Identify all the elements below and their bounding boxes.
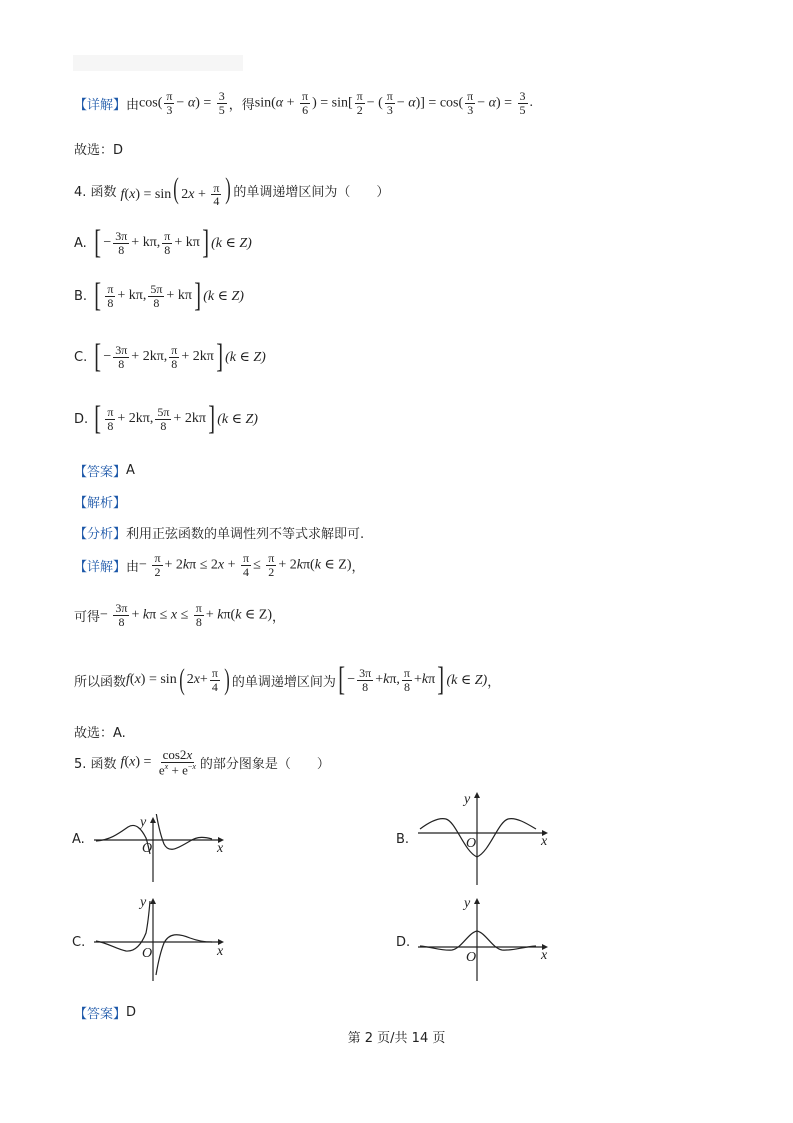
graph-label-b: B.: [396, 832, 410, 847]
page-footer: 第 2 页/共 14 页: [347, 1031, 446, 1046]
q4-choose: 故选：A.: [74, 726, 126, 741]
option-label: D.: [74, 411, 89, 427]
q4-detail: [74, 552, 365, 578]
q4-option-a: [74, 226, 252, 260]
graph-label-c: C.: [72, 935, 86, 950]
q4-option-d: [74, 402, 258, 436]
detail-text: 由: [126, 559, 140, 575]
q4-stem: [74, 174, 389, 208]
origin-label: O: [466, 950, 477, 965]
suoyi-text: 所以函数: [74, 674, 127, 690]
q5-suffix: 的部分图象是（ ）: [199, 756, 330, 772]
kede-text: 可得: [74, 609, 101, 625]
q4-suoyi: [74, 663, 500, 697]
q4-kede: [74, 602, 285, 628]
option-formula: [ $\frac{\pi}{8}$ + kπ, $\frac{5\pi}{8}$ + kπ ] (k ∈ Z): [94, 277, 244, 314]
curve-right: [156, 814, 212, 849]
y-label: y: [140, 815, 147, 830]
q5-prefix: 5. 函数: [74, 756, 117, 772]
q4-function: f(x) = sin( 2x + $\frac{\pi}{4}$ ): [120, 172, 232, 209]
q4-option-c: [74, 340, 266, 374]
formula-sin: sin(α + $\frac{\pi}{6}$ ) = sin[ $\frac{\pi}{2}$ − ( $\frac{\pi}{3}$ − α)] = cos( $\frac{\pi}{3}$ − α) = $\frac{3}{5}$: [254, 89, 526, 117]
y-label: y: [140, 895, 147, 910]
q4-fenxi: [74, 523, 364, 542]
x-label: x: [541, 834, 548, 849]
y-arrow: [150, 817, 156, 823]
q4-suffix: 的单调递增区间为（ ）: [233, 185, 390, 201]
q5-answer: [74, 1003, 136, 1022]
suoyi-mid: 的单调递增区间为: [231, 674, 336, 690]
y-label: y: [464, 896, 471, 911]
detail-tag: 【详解】: [74, 97, 127, 113]
graph-label-a: A.: [72, 832, 85, 847]
detail-end: ，: [351, 559, 365, 575]
option-label: B.: [74, 288, 88, 304]
graph-d-svg: [414, 893, 574, 983]
y-arrow: [474, 792, 480, 798]
graph-c-svg: [90, 893, 250, 983]
q4-answer: [74, 461, 135, 480]
fenxi-tag: 【分析】: [74, 527, 127, 542]
q4-prefix: 4. 函数: [74, 185, 117, 201]
curve: [420, 819, 536, 857]
origin-label: O: [466, 836, 477, 851]
x-label: x: [217, 944, 224, 959]
option-formula: [ − $\frac{3\pi}{8}$ + kπ, $\frac{\pi}{8}$ + kπ ] (k ∈ Z): [94, 224, 252, 261]
option-label: A.: [74, 235, 87, 251]
analysis-tag: 【解析】: [74, 496, 127, 511]
answer-tag: 【答案】: [74, 465, 127, 480]
graph-label-d: D.: [396, 935, 411, 950]
option-formula: [ − $\frac{3\pi}{8}$ + 2kπ, $\frac{\pi}{8}$ + 2kπ ] (k ∈ Z): [94, 338, 266, 375]
detail-end: .: [529, 95, 534, 111]
kede-inequality: − $\frac{3\pi}{8}$ + kπ ≤ x ≤ $\frac{\pi}{8}$ + kπ(k ∈ Z): [100, 601, 272, 629]
q5-stem: [74, 748, 330, 777]
detail3-line: [74, 90, 533, 116]
x-label: x: [541, 948, 548, 963]
detail-text-de: ，得: [228, 97, 255, 113]
q5-function: f(x) = $\frac{\cos 2x}{e^x + e^{-x}}$: [120, 747, 196, 777]
suoyi-function: f ( x ) = sin ( 2 x + $\frac{\pi}{4}$ ): [126, 663, 230, 696]
suoyi-interval: [ − $\frac{3\pi}{8}$ + k π, $\frac{\pi}{8}$ + k π ] (k ∈ Z): [338, 661, 488, 698]
curve-right: [156, 935, 212, 975]
choose3: 故选：D: [74, 143, 124, 158]
origin-label: O: [142, 946, 153, 961]
answer-value: A: [126, 463, 135, 478]
kede-end: ，: [272, 609, 286, 625]
q4-option-b: [74, 279, 244, 313]
origin-label: O: [142, 841, 153, 856]
detail-text-you: 由: [126, 97, 140, 113]
formula-cos: cos( $\frac{\pi}{3}$ − α) = $\frac{3}{5}$: [139, 89, 225, 117]
x-label: x: [217, 841, 224, 856]
detail-inequality: − $\frac{\pi}{2}$ + 2kπ ≤ 2x + $\frac{\pi}{4}$ ≤ $\frac{\pi}{2}$ + 2kπ(k ∈ Z): [139, 551, 352, 579]
answer-tag: 【答案】: [74, 1007, 127, 1022]
graph-b-svg: [414, 789, 574, 889]
fenxi-text: 利用正弦函数的单调性列不等式求解即可.: [126, 527, 365, 542]
suoyi-end: ，: [487, 674, 501, 690]
y-arrow: [474, 898, 480, 904]
faded-header-strip: [73, 55, 243, 71]
y-arrow: [150, 898, 156, 904]
graph-a-svg: [90, 814, 250, 884]
detail-tag: 【详解】: [74, 559, 127, 575]
option-formula: [ $\frac{\pi}{8}$ + 2kπ, $\frac{5\pi}{8}$ + 2kπ ] (k ∈ Z): [94, 400, 258, 437]
answer-value: D: [126, 1005, 137, 1020]
option-label: C.: [74, 349, 88, 365]
y-label: y: [464, 792, 471, 807]
